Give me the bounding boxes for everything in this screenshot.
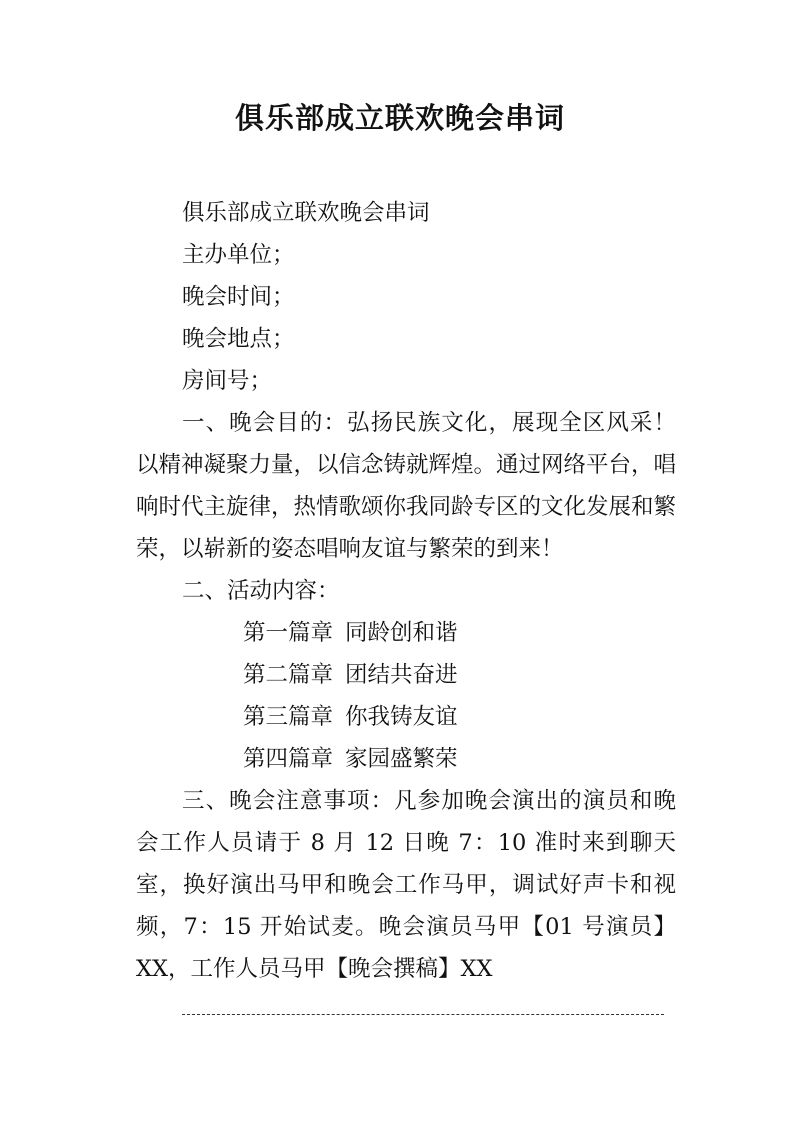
dashed-divider <box>182 1014 664 1015</box>
section-notes-heading: 三、晚会注意事项： <box>182 788 395 814</box>
chapter-item <box>136 612 676 654</box>
document-title: 俱乐部成立联欢晚会串词 <box>234 101 565 135</box>
chapter-item <box>136 654 676 696</box>
section-purpose <box>136 402 676 570</box>
chapter-name: 团结共奋进 <box>345 662 458 688</box>
chapter-item <box>136 738 676 780</box>
subtitle-line: 俱乐部成立联欢晚会串词 <box>182 200 430 226</box>
chapter-number: 第四篇章 <box>243 746 334 772</box>
chapter-name: 你我铸友谊 <box>345 704 458 730</box>
chapter-name: 同龄创和谐 <box>345 620 458 646</box>
venue-line: 晚会地点； <box>182 326 295 352</box>
section-notes-text: 凡参加晚会演出的演员和晚会工作人员请于 8 月 12 日晚 7：10 准时来到聊天室，换好演出马甲和晚会工作马甲，调试好声卡和视频，7：15 开始试麦。晚会演员马甲【01 号演员】XX，工作人员马甲【晚会撰稿】XX <box>136 788 676 982</box>
chapter-name: 家园盛繁荣 <box>345 746 458 772</box>
chapter-number: 第一篇章 <box>243 620 334 646</box>
section-purpose-heading: 一、晚会目的： <box>182 410 348 436</box>
section-purpose-text: 弘扬民族文化，展现全区风采！以精神凝聚力量，以信念铸就辉煌。通过网络平台，唱响时代主旋律，热情歌颂你我同龄专区的文化发展和繁荣，以崭新的姿态唱响友谊与繁荣的到来！ <box>136 410 677 562</box>
document-body <box>136 192 676 990</box>
chapter-number: 第二篇章 <box>243 662 334 688</box>
section-notes <box>136 780 676 990</box>
section-content-heading: 二、活动内容： <box>182 578 340 604</box>
chapter-number: 第三篇章 <box>243 704 334 730</box>
host-line: 主办单位； <box>182 242 295 268</box>
time-line: 晚会时间； <box>182 284 295 310</box>
chapter-item <box>136 696 676 738</box>
room-line: 房间号； <box>182 368 273 394</box>
